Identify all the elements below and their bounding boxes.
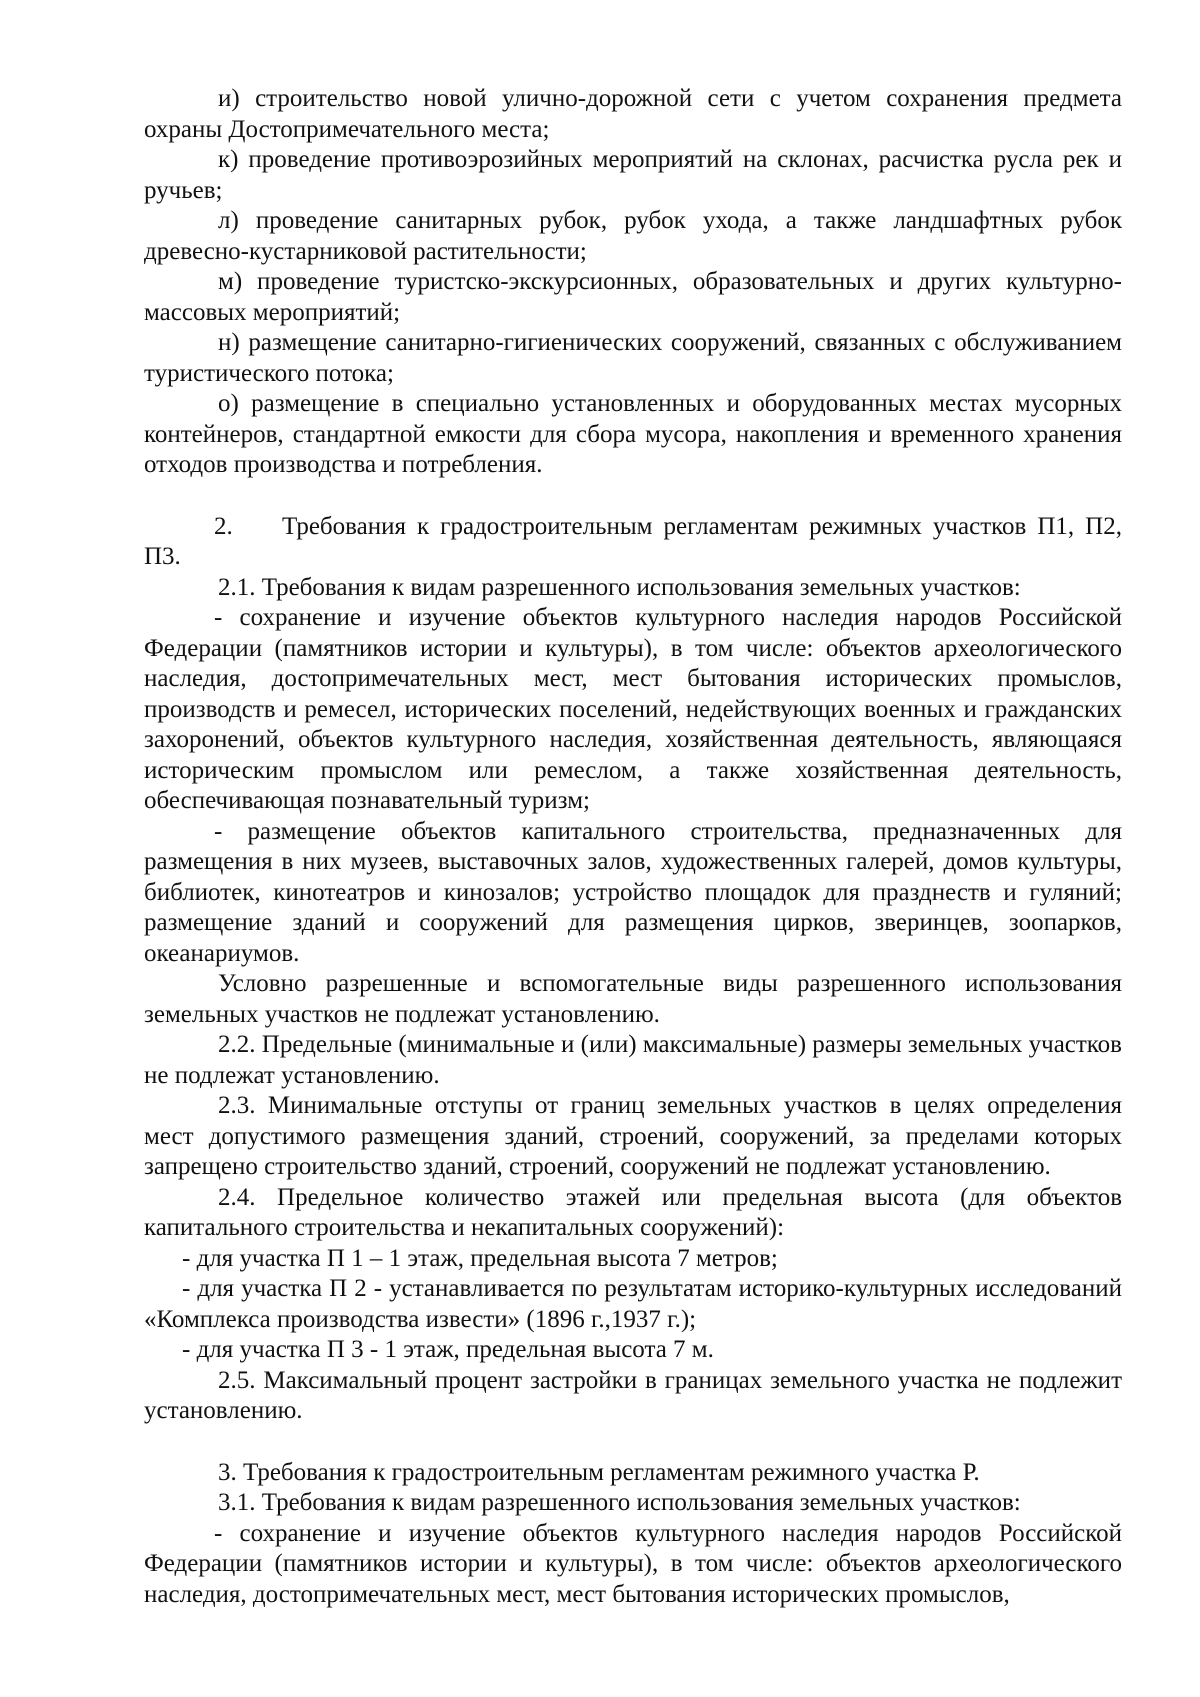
paragraph-item-i: и) строительство новой улично-дорожной сети с учетом сохранения предмета охраны Достопримечательного места; — [144, 85, 1122, 143]
section-2-1: 2.1. Требования к видам разрешенного использования земельных участков: — [218, 573, 1021, 601]
paragraph-item-o: о) размещение в специально установленных и оборудованных местах мусорных контейнеров, стандартной емкости для сбора мусора, накопления и временного хранения отходов производства и потребления. — [144, 390, 1122, 478]
section-2-heading — [144, 512, 1122, 573]
paragraph-item-m: м) проведение туристско-экскурсионных, образовательных и других культурно-массовых мероприятий; — [144, 268, 1122, 326]
section-2-1-use-2: - размещение объектов капитального строительства, предназначенных для размещения в них музеев, выставочных залов, художественных галерей, домов культуры, библиотек, кинотеатров и кинозалов; устройство площадок для празднеств и гуляний; размещение зданий и сооружений для размещения цирков, зверинцев, зоопарков, океанариумов. — [144, 817, 1122, 967]
section-2-title: Требования к градостроительным регламентам режимных участков П1, П2, П3. — [144, 512, 1122, 570]
section-2-1-conditional: Условно разрешенные и вспомогательные виды разрешенного использования земельных участков не подлежат установлению. — [144, 970, 1122, 1028]
section-3-1-use-1: - сохранение и изучение объектов культурного наследия народов Российской Федерации (памятников истории и культуры), в том числе: объектов археологического наследия, достопримечательных мест, мест бытования исторических промыслов, — [144, 1519, 1122, 1608]
section-2-1-use-1: - сохранение и изучение объектов культурного наследия народов Российской Федерации (памятников истории и культуры), в том числе: объектов археологического наследия, достопримечательных мест, мест бытования исторических промыслов, производств и ремесел, исторических поселений, недействующих военных и гражданских захоронений, объектов культурного наследия, хозяйственная деятельность, являющаяся историческим промыслом или ремеслом, а также хозяйственная деятельность, обеспечивающая познавательный туризм; — [144, 604, 1122, 814]
section-2-3: 2.3. Минимальные отступы от границ земельных участков в целях определения мест допустимого размещения зданий, строений, сооружений, за пределами которых запрещено строительство зданий, строений, сооружений не подлежат установлению. — [144, 1092, 1122, 1180]
document-page — [144, 84, 1122, 1610]
section-2-4-p1: - для участка П 1 – 1 этаж, предельная высота 7 метров; — [182, 1244, 778, 1272]
paragraph-item-k: к) проведение противоэрозийных мероприятий на склонах, расчистка русла рек и ручьев; — [144, 146, 1122, 204]
section-gap — [144, 481, 1122, 512]
section-3-1: 3.1. Требования к видам разрешенного использования земельных участков: — [218, 1489, 1021, 1516]
section-2-number: 2. — [214, 512, 233, 540]
section-2-5: 2.5. Максимальный процент застройки в границах земельного участка не подлежит установлению. — [144, 1366, 1122, 1424]
section-2-4-p3: - для участка П 3 - 1 этаж, предельная высота 7 м. — [182, 1336, 714, 1363]
section-2-4: 2.4. Предельное количество этажей или предельная высота (для объектов капитального строительства и некапитальных сооружений): — [144, 1183, 1122, 1241]
section-2-2: 2.2. Предельные (минимальные и (или) максимальные) размеры земельных участков не подлежат установлению. — [144, 1031, 1122, 1089]
paragraph-item-l: л) проведение санитарных рубок, рубок ухода, а также ландшафтных рубок древесно-кустарниковой растительности; — [144, 207, 1122, 265]
section-gap — [144, 1427, 1122, 1458]
section-3-heading: 3. Требования к градостроительным регламентам режимного участка Р. — [218, 1458, 980, 1486]
paragraph-item-n: н) размещение санитарно-гигиенических сооружений, связанных с обслуживанием туристического потока; — [144, 329, 1122, 387]
section-2-4-p2: - для участка П 2 - устанавливается по результатам историко-культурных исследований «Комплекса производства извести» (1896 г.,1937 г.); — [144, 1275, 1122, 1333]
